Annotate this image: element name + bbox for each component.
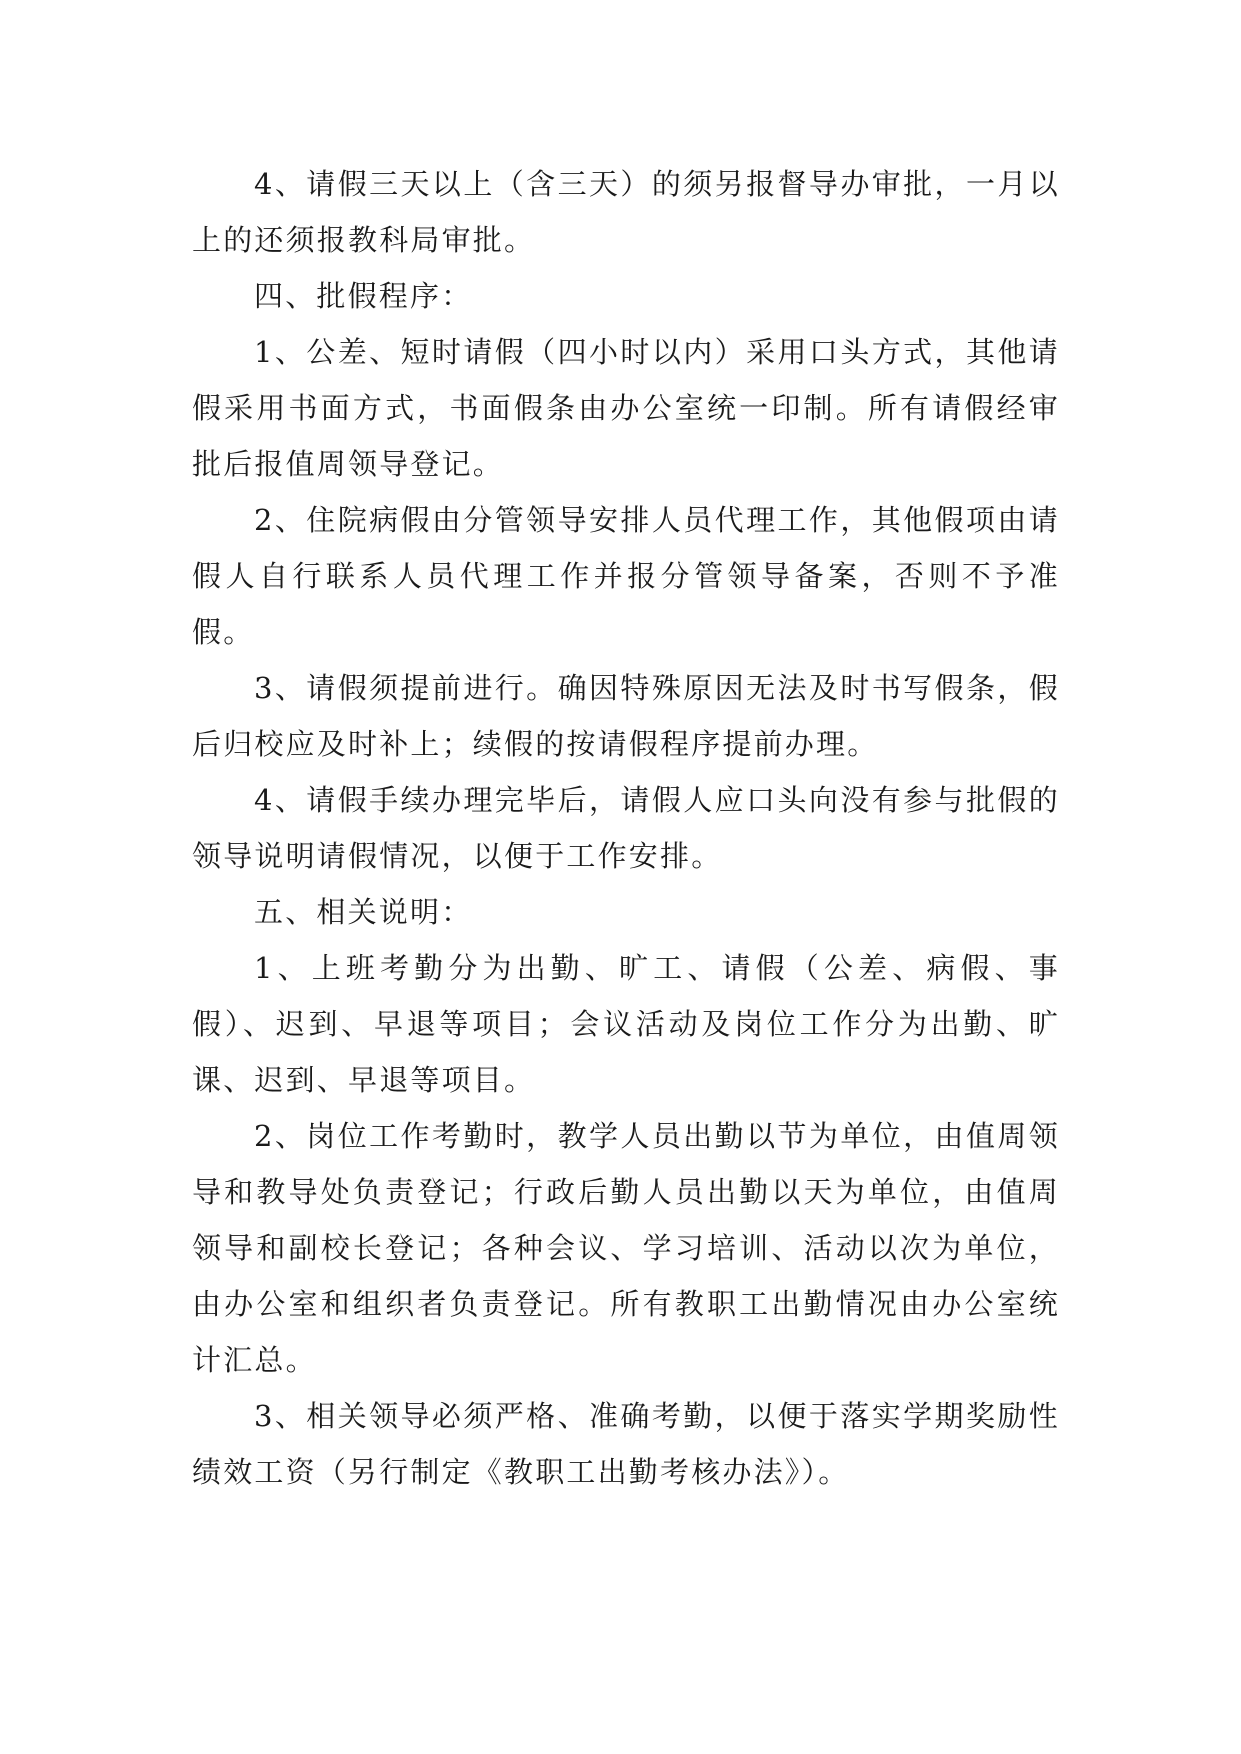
- paragraph-leave-over-three-days: 4、请假三天以上（含三天）的须另报督导办审批，一月以上的还须报教科局审批。: [192, 167, 1060, 257]
- paragraph-note-3: 3、相关领导必须严格、准确考勤，以便于落实学期奖励性绩效工资（另行制定《教职工出勤考核办法》）。: [192, 1399, 1060, 1489]
- section-heading-approval-procedure: 四、批假程序：: [254, 279, 473, 313]
- paragraph-note-1: 1、上班考勤分为出勤、旷工、请假（公差、病假、事假）、迟到、早退等项目；会议活动及岗位工作分为出勤、旷课、迟到、早退等项目。: [192, 951, 1060, 1097]
- section-heading-related-notes: 五、相关说明：: [254, 895, 473, 929]
- paragraph-note-2: 2、岗位工作考勤时，教学人员出勤以节为单位，由值周领导和教导处负责登记；行政后勤人员出勤以天为单位，由值周领导和副校长登记；各种会议、学习培训、活动以次为单位，由办公室和组织者负责登记。所有教职工出勤情况由办公室统计汇总。: [192, 1119, 1060, 1377]
- paragraph-procedure-4: 4、请假手续办理完毕后，请假人应口头向没有参与批假的领导说明请假情况，以便于工作安排。: [192, 783, 1060, 873]
- paragraph-procedure-2: 2、住院病假由分管领导安排人员代理工作，其他假项由请假人自行联系人员代理工作并报分管领导备案，否则不予准假。: [192, 503, 1060, 649]
- paragraph-procedure-1: 1、公差、短时请假（四小时以内）采用口头方式，其他请假采用书面方式，书面假条由办公室统一印制。所有请假经审批后报值周领导登记。: [192, 335, 1060, 481]
- document-body: [192, 156, 1060, 1500]
- paragraph-procedure-3: 3、请假须提前进行。确因特殊原因无法及时书写假条，假后归校应及时补上；续假的按请假程序提前办理。: [192, 671, 1060, 761]
